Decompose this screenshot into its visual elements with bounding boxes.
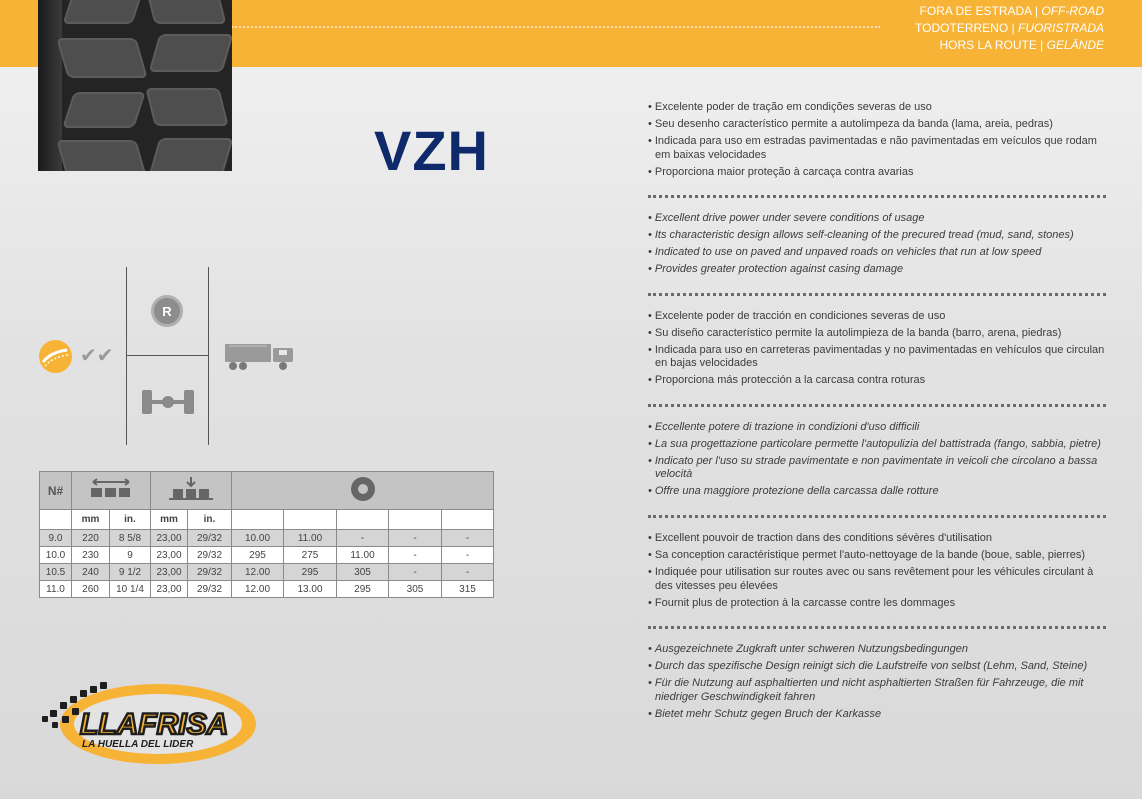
list-item: • Excelente poder de tração em condições severas de uso — [648, 101, 1108, 115]
brand-logo — [38, 672, 262, 773]
list-item: • Su diseño característico permite la autolimpieza de la banda (barro, arena, piedras) — [648, 327, 1108, 341]
description-pt — [648, 101, 1108, 179]
list-item: • Bietet mehr Schutz gegen Bruch der Karkasse — [648, 708, 1108, 722]
road-surface-icon — [39, 340, 72, 373]
category-line-2: TODOTERRENO | FUORISTRADA — [915, 21, 1104, 35]
list-item: • Seu desenho característico permite a autolimpeza da banda (lama, areia, pedras) — [648, 118, 1108, 132]
list-item: • Indicada para uso en carreteras pavimentadas y no pavimentadas en vehículos que circulan en bajas velocidades — [648, 344, 1108, 371]
description-de — [648, 643, 1108, 721]
list-item: • Sa conception caractéristique permet l'auto-nettoyage de la bande (boue, sable, pierres) — [648, 549, 1108, 563]
table-row: 11.0 260 10 1/4 23,00 29/32 12.00 13.00 295 305 315 — [40, 581, 494, 598]
rim-icon — [232, 472, 494, 510]
list-item: • Indiquée pour utilisation sur routes avec ou sans revêtement pour les véhicules circulant à des vitesses peu élevées — [648, 566, 1108, 593]
table-row: 10.5 240 9 1/2 23,00 29/32 12.00 295 305 - - — [40, 564, 494, 581]
list-item: • Indicada para uso em estradas pavimentadas e não pavimentadas em veículos que rodam em baixas velocidades — [648, 135, 1108, 162]
dotted-separator — [648, 515, 1106, 518]
list-item: • Indicato per l'uso su strade pavimentate e non pavimentate in veicoli che circolano a bassa velocità — [648, 455, 1108, 482]
description-en — [648, 212, 1108, 277]
list-item: • Durch das spezifische Design reinigt sich die Laufstreife von selbst (Lehm, Sand, Steine) — [648, 660, 1108, 674]
list-item: • Excelente poder de tracción en condiciones severas de uso — [648, 310, 1108, 324]
list-item: • Eccellente potere di trazione in condizioni d'uso difficili — [648, 421, 1108, 435]
description-es — [648, 310, 1108, 388]
icon-panel-divider-left — [126, 267, 127, 445]
description-blocks — [648, 101, 1108, 725]
units-row: mm in. mm in. — [40, 510, 494, 530]
logo-brand-text: LLAFRISA — [80, 708, 229, 741]
description-fr — [648, 532, 1108, 610]
icon-panel-divider-right — [208, 267, 209, 445]
list-item: • Proporciona más protección a la carcasa contra roturas — [648, 374, 1108, 388]
dotted-separator — [648, 293, 1106, 296]
header-number: N# — [40, 472, 72, 510]
list-item: • Provides greater protection against casing damage — [648, 263, 1108, 277]
category-line-3: HORS LA ROUTE | GELÄNDE — [939, 38, 1104, 52]
tire-tread-image — [38, 0, 232, 171]
description-it — [648, 421, 1108, 499]
list-item: • Für die Nutzung auf asphaltierten und nicht asphaltierten Straßen für Fahrzeuge, die mit niedriger Geschwindigkeit fahren — [648, 677, 1108, 704]
banner-dotted-line — [232, 26, 880, 28]
list-item: • Excellent drive power under severe conditions of usage — [648, 212, 1108, 226]
category-line-1: FORA DE ESTRADA | OFF-ROAD — [919, 4, 1104, 18]
retread-r-icon: R — [151, 295, 183, 327]
model-name: VZH — [374, 119, 489, 182]
spec-table — [39, 471, 494, 598]
dotted-separator — [648, 195, 1106, 198]
icon-panel-divider-middle — [127, 355, 208, 356]
list-item: • Fournit plus de protection à la carcasse contre les dommages — [648, 597, 1108, 611]
logo-tagline: LA HUELLA DEL LIDER — [82, 739, 194, 750]
list-item: • Excellent pouvoir de traction dans des conditions sévères d'utilisation — [648, 532, 1108, 546]
tread-width-icon — [72, 472, 151, 510]
list-item: • Indicated to use on paved and unpaved roads on vehicles that run at low speed — [648, 246, 1108, 260]
list-item: • Ausgezeichnete Zugkraft unter schweren Nutzungsbedingungen — [648, 643, 1108, 657]
truck-icon — [223, 340, 297, 377]
list-item: • La sua progettazione particolare permette l'autopulizia del battistrada (fango, sabbia, pietre) — [648, 438, 1108, 452]
dotted-separator — [648, 626, 1106, 629]
category-labels — [915, 3, 1104, 54]
list-item: • Proporciona maior proteção à carcaça contra avarias — [648, 166, 1108, 180]
dotted-separator — [648, 404, 1106, 407]
table-row: 9.0 220 8 5/8 23,00 29/32 10.00 11.00 - - - — [40, 530, 494, 547]
drive-axle-icon — [140, 388, 196, 421]
table-row: 10.0 230 9 23,00 29/32 295 275 11.00 - - — [40, 547, 494, 564]
suitability-checks: ✔✔ — [80, 345, 114, 367]
list-item: • Its characteristic design allows self-cleaning of the precured tread (mud, sand, stones) — [648, 229, 1108, 243]
tread-depth-icon — [151, 472, 232, 510]
list-item: • Offre una maggiore protezione della carcassa dalle rotture — [648, 485, 1108, 499]
